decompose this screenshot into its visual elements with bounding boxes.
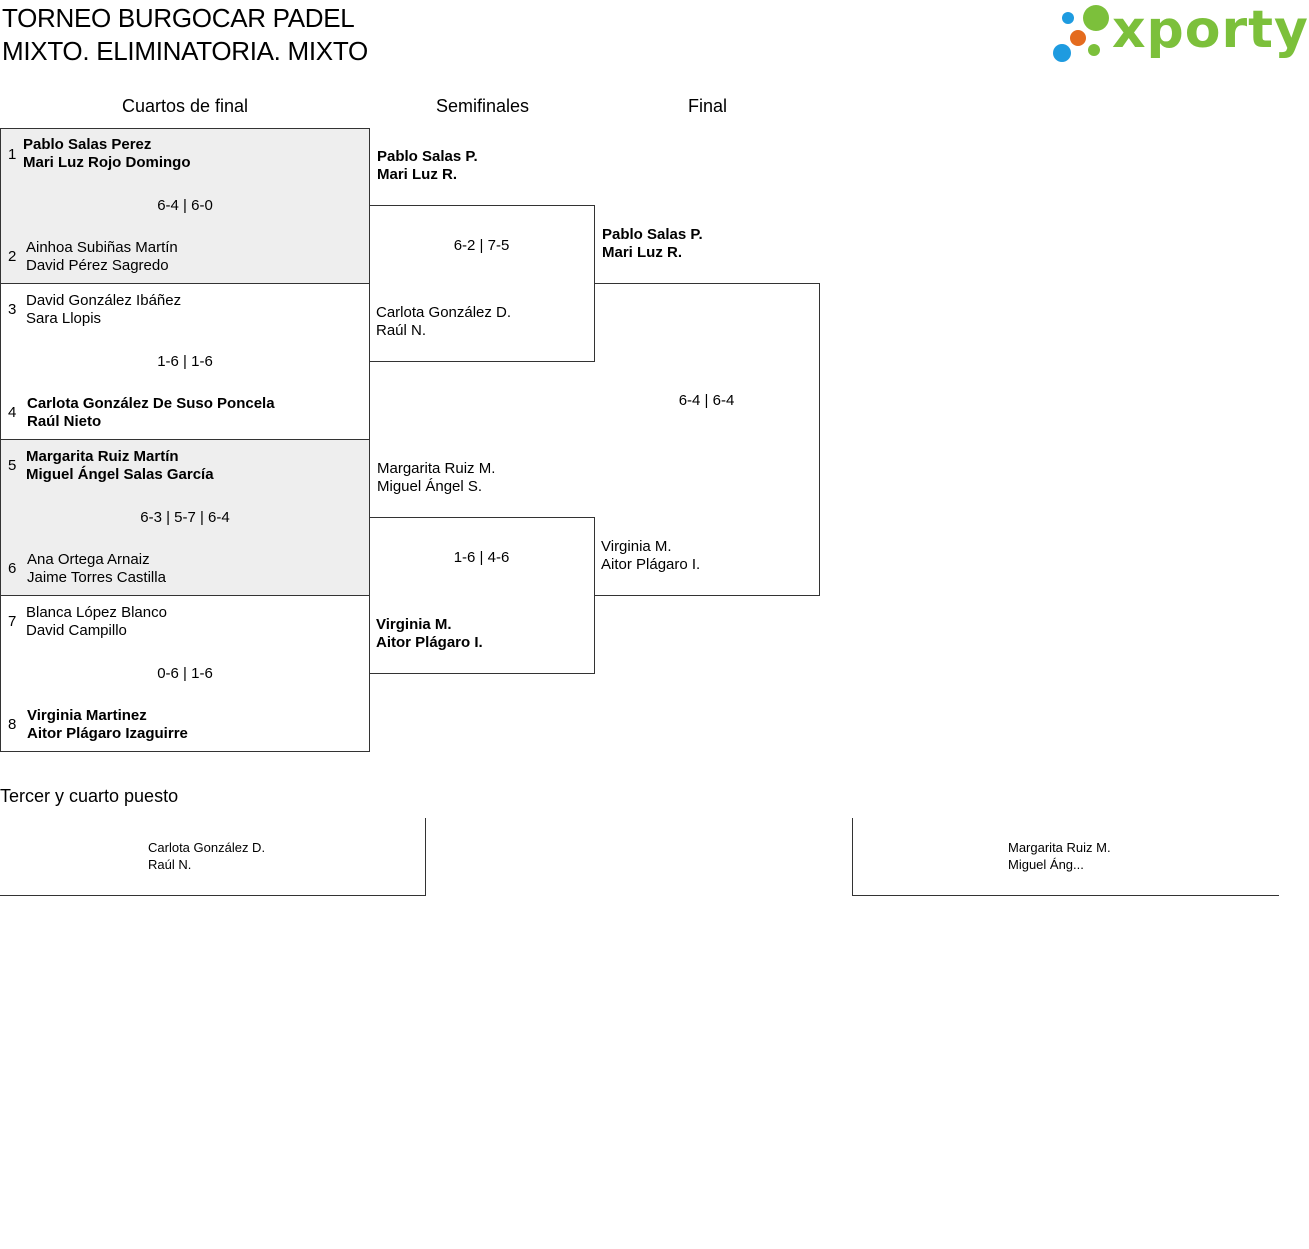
player-name: Pablo Salas Perez (23, 136, 152, 153)
player-name: Ainhoa Subiñas Martín (26, 239, 178, 256)
round-header-semifinals: Semifinales (435, 96, 530, 116)
player-name: Raúl N. (148, 857, 192, 872)
player-name: Raúl Nieto (27, 413, 102, 430)
seed-number: 5 (8, 457, 17, 474)
player-name: Aitor Plágaro I. (601, 556, 701, 573)
team-winner (23, 136, 190, 172)
player-name: Virginia Martinez (27, 707, 147, 724)
player-name: Carlota González D. (148, 840, 266, 855)
seed-number: 4 (8, 404, 17, 421)
team-winner (27, 395, 275, 431)
logo-dots-icon (1050, 4, 1116, 66)
final-match (594, 283, 820, 596)
seed-number: 7 (8, 613, 17, 630)
player-name: Pablo Salas P. (602, 226, 703, 243)
player-name: Carlota González De Suso Poncela (27, 395, 275, 412)
team-loser (26, 239, 178, 275)
player-name: Carlota González D. (376, 304, 512, 321)
player-name: David Pérez Sagredo (26, 257, 169, 274)
player-name: Margarita Ruiz M. (377, 460, 496, 477)
match-score: 1-6 | 1-6 (157, 353, 213, 370)
third-place-team-2 (1008, 839, 1111, 873)
seed-number: 8 (8, 716, 17, 733)
third-place-heading: Tercer y cuarto puesto (0, 786, 179, 806)
player-name: Aitor Plágaro Izaguirre (27, 725, 188, 742)
match-score: 0-6 | 1-6 (157, 665, 213, 682)
match-score: 6-4 | 6-4 (678, 392, 735, 409)
player-name: Miguel Ángel Salas García (26, 466, 214, 483)
match-score: 6-4 | 6-0 (157, 197, 213, 214)
quarterfinal-match-2 (0, 283, 370, 440)
seed-number: 1 (8, 146, 17, 163)
semifinal-1-right-edge (594, 205, 596, 362)
team-loser (26, 292, 181, 328)
seed-number: 2 (8, 248, 17, 265)
team-loser (27, 551, 166, 587)
title-line-1: TORNEO BURGOCAR PADEL (2, 3, 355, 33)
team-winner (26, 448, 214, 484)
player-name: Virginia M. (601, 538, 672, 555)
player-name: David Campillo (26, 622, 127, 639)
player-name: Raúl N. (376, 322, 427, 339)
semifinal-2-team-winner (376, 616, 483, 652)
page-title (2, 2, 368, 68)
player-name: Virginia M. (376, 616, 452, 633)
player-name: Ana Ortega Arnaiz (27, 551, 150, 568)
player-name: David González Ibáñez (26, 292, 182, 309)
player-name: Mari Luz R. (377, 166, 458, 183)
semifinal-match-2 (369, 517, 595, 674)
player-name: Miguel Ángel S. (377, 478, 483, 495)
final-team-winner (602, 226, 703, 262)
third-place-slot-2 (852, 818, 1279, 896)
semifinal-1-team-winner (377, 148, 478, 184)
semifinal-1-team-loser (376, 304, 511, 340)
player-name: Miguel Áng... (1008, 857, 1084, 872)
xporty-logo (1050, 0, 1309, 66)
quarterfinal-match-1 (0, 128, 370, 284)
team-loser (26, 604, 167, 640)
quarterfinal-match-3 (0, 439, 370, 596)
round-header-quarterfinals: Cuartos de final (121, 96, 249, 116)
final-team-loser (601, 538, 700, 574)
player-name: Margarita Ruiz Martín (26, 448, 179, 465)
title-line-2: MIXTO. ELIMINATORIA. MIXTO (2, 36, 368, 66)
logo-text: xporty (1112, 0, 1309, 60)
seed-number: 3 (8, 301, 17, 318)
round-header-final: Final (687, 96, 727, 116)
quarterfinal-match-4 (0, 595, 370, 752)
player-name: Jaime Torres Castilla (27, 569, 166, 586)
player-name: Mari Luz Rojo Domingo (23, 154, 191, 171)
player-name: Sara Llopis (26, 310, 102, 327)
match-score: 6-3 | 5-7 | 6-4 (140, 509, 230, 526)
match-score: 1-6 | 4-6 (453, 549, 510, 566)
semifinal-match-1 (369, 205, 595, 362)
player-name: Aitor Plágaro I. (376, 634, 483, 651)
semifinal-2-team-loser (377, 460, 495, 496)
player-name: Mari Luz R. (602, 244, 683, 261)
third-place-slot-1 (0, 818, 426, 896)
match-score: 6-2 | 7-5 (453, 237, 510, 254)
seed-number: 6 (8, 560, 17, 577)
third-place-team-1 (148, 839, 265, 873)
player-name: Blanca López Blanco (26, 604, 167, 621)
semifinal-2-right-edge (594, 517, 596, 674)
team-winner (27, 707, 188, 743)
player-name: Margarita Ruiz M. (1008, 840, 1111, 855)
player-name: Pablo Salas P. (377, 148, 478, 165)
